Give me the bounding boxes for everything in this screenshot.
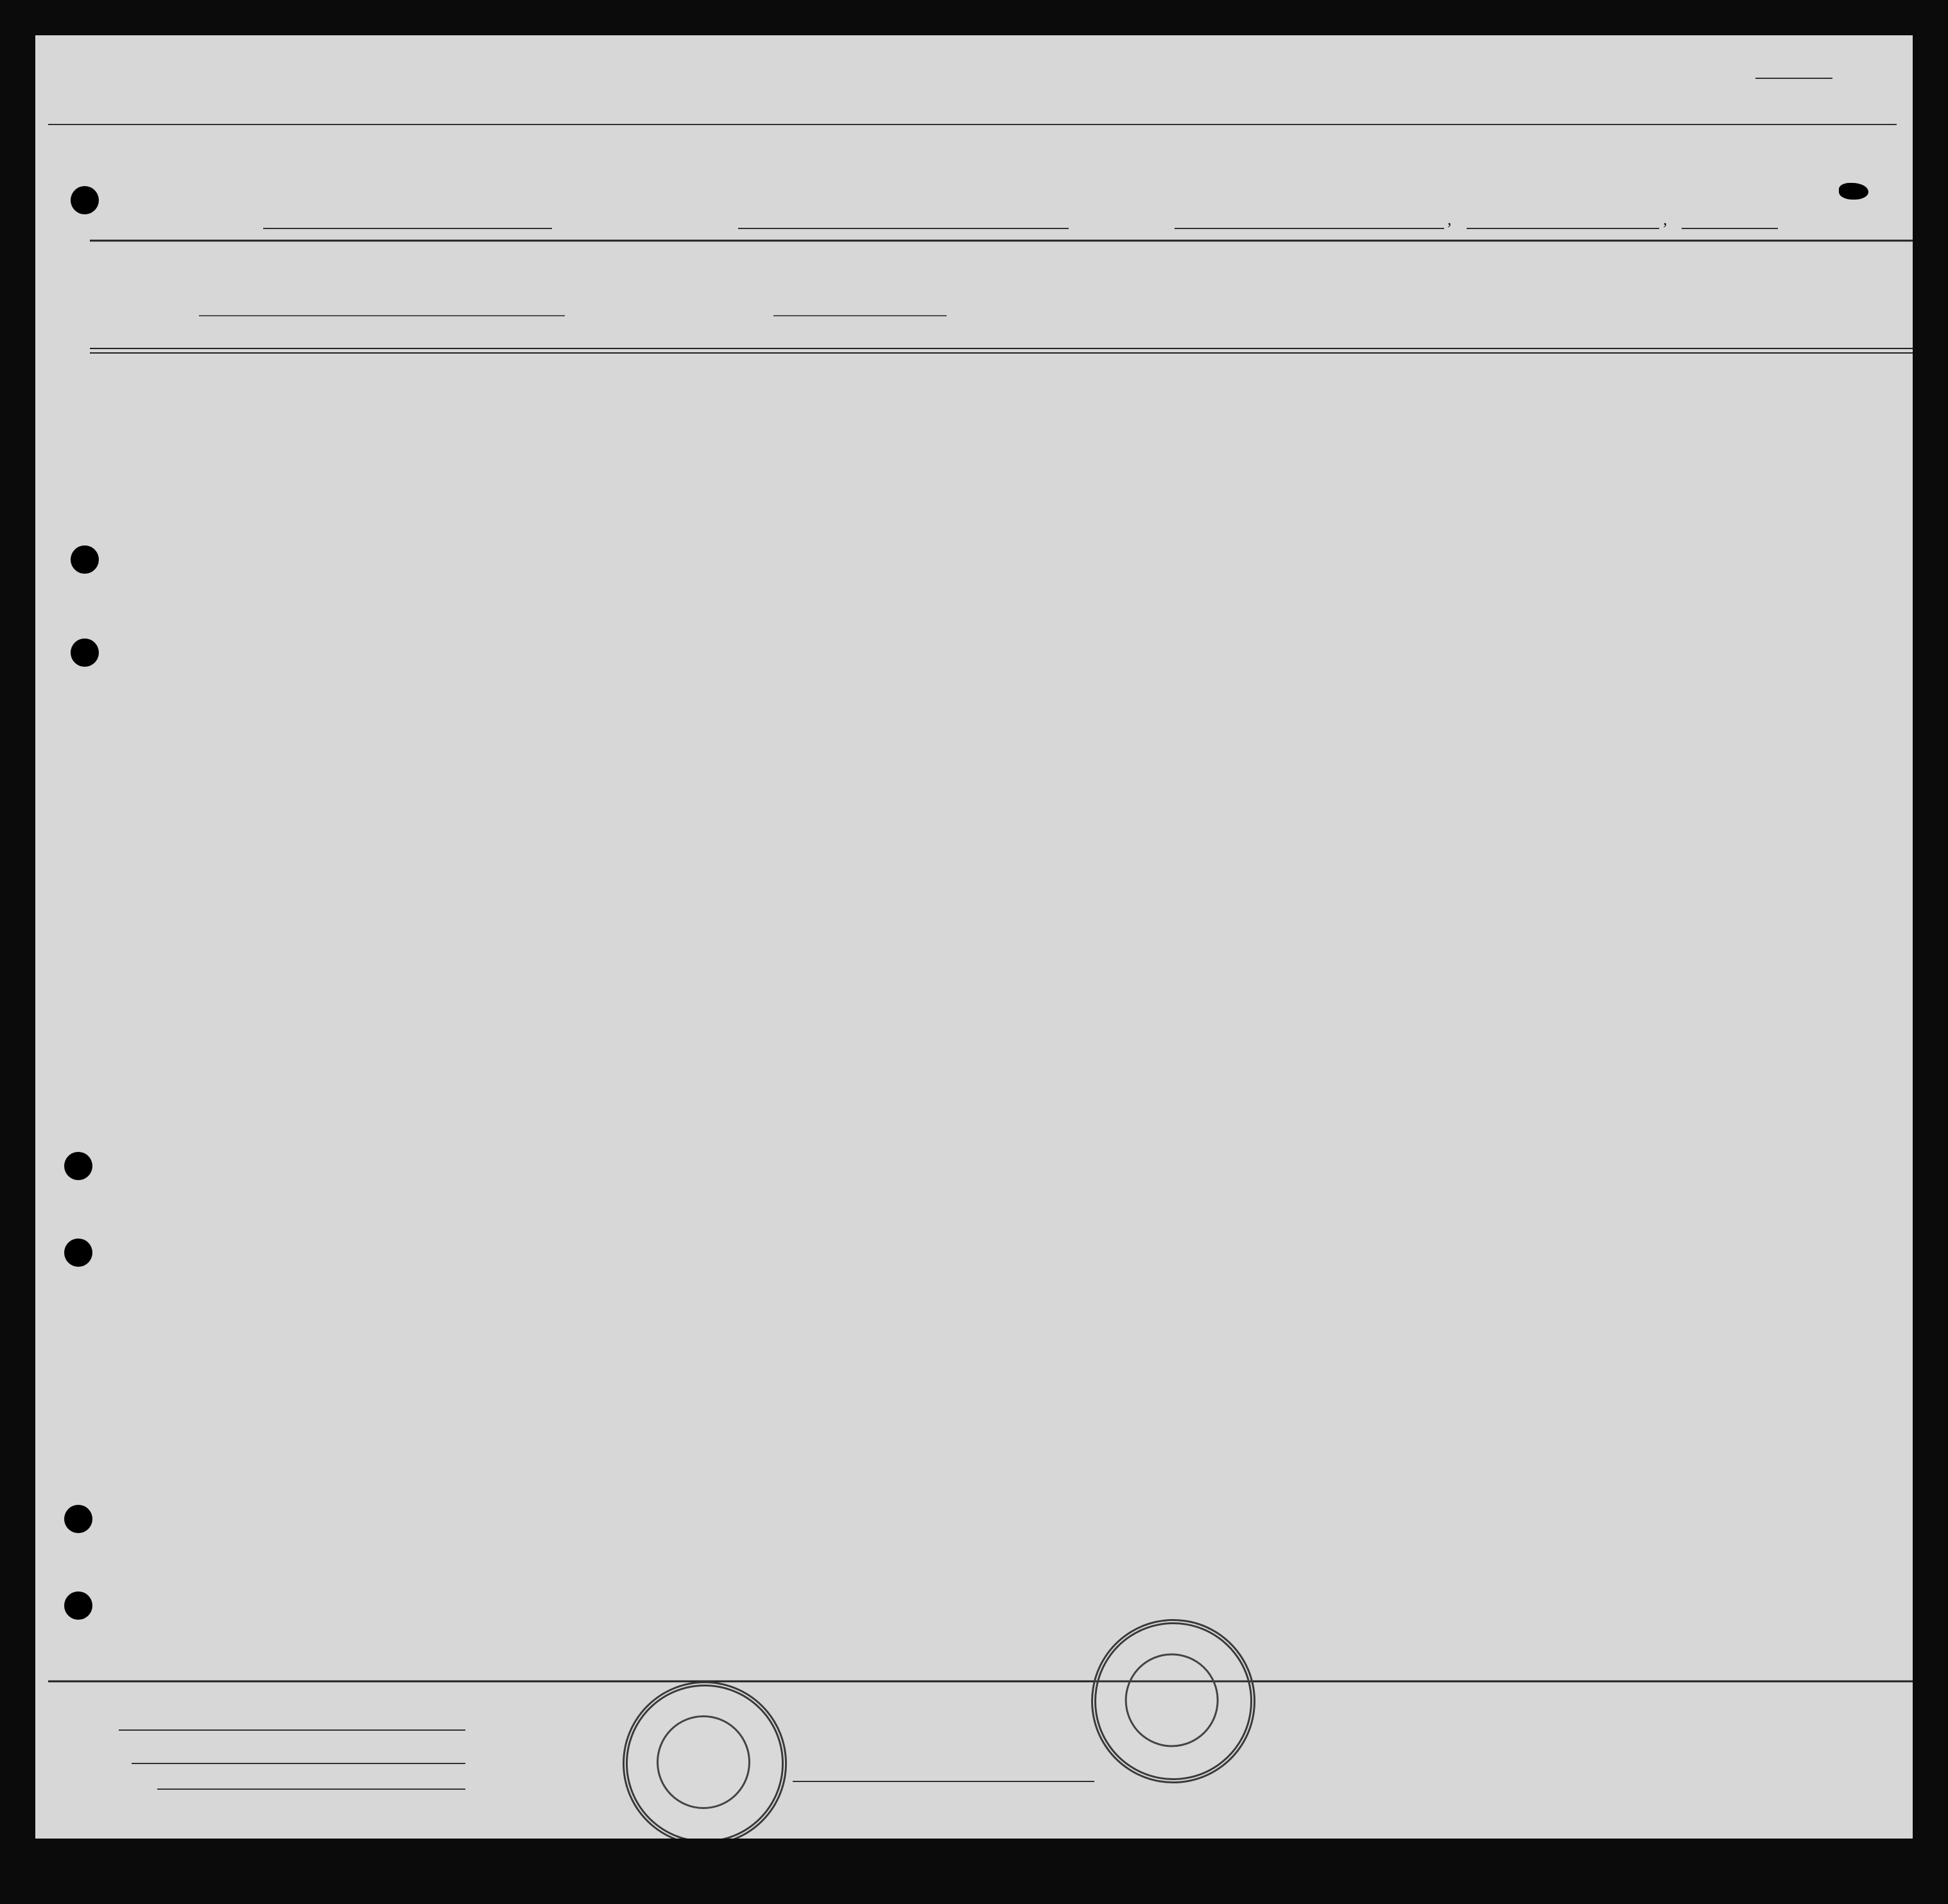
stamp-inner-ring [1116,1645,1227,1756]
punch-hole [71,186,99,214]
line-rule [119,1729,465,1731]
port-stamp-left [623,1681,787,1839]
punch-hole [64,1505,92,1533]
ink-blot [1839,183,1868,200]
table-grid [35,35,1913,1839]
punch-hole [64,1591,92,1620]
signature-line [793,1781,1094,1782]
punch-hole [64,1152,92,1180]
agents-rule [157,1788,465,1790]
owners-rule [132,1763,465,1764]
punch-hole [71,545,99,574]
stamp-inner-ring [657,1715,750,1809]
punch-hole [71,639,99,667]
comma: , [1447,210,1452,228]
punch-hole [64,1239,92,1267]
comma2: , [1663,210,1668,228]
manifest-sheet [35,35,1913,1839]
